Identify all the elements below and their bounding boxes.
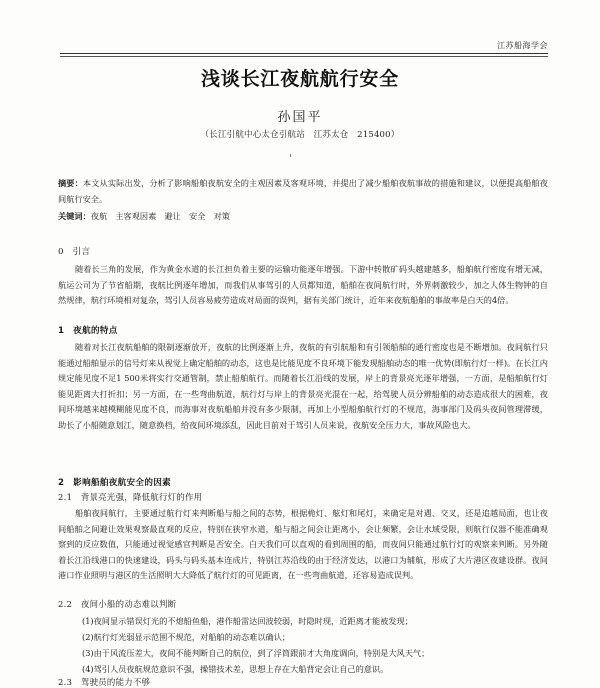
section-0-body xyxy=(58,262,548,309)
journal-name: 江苏船海学会 xyxy=(497,41,548,50)
article-author: 孙国平 xyxy=(277,110,323,125)
section-2-2-list xyxy=(82,613,548,677)
section-2-3-heading: 2.3 驾驶员的能力不够 xyxy=(58,677,151,687)
keywords xyxy=(58,209,548,225)
section-2-heading: 2 影响船舶夜航安全的因素 xyxy=(58,478,172,488)
list-item: (2)航行灯光弱显示范围不规范，对船舶的动态难以确认； xyxy=(82,632,291,642)
list-item: (1)夜间显示错误灯光的不熄船鱼船，港作船雷达回波较弱，时隐时现，近距离才能被发现； xyxy=(82,616,413,626)
section-1-heading: 1 夜航的特点 xyxy=(58,326,118,336)
keywords-text: 夜航 主客观因素 避让 安全 对策 xyxy=(90,211,230,221)
section-2-1-heading: 2.1 背景亮光强，降低航行灯的作用 xyxy=(58,492,203,502)
abstract-label: 摘要： xyxy=(58,178,83,188)
print-speck xyxy=(290,154,291,157)
author-affiliation: （长江引航中心太仓引航站 江苏太仓 215400） xyxy=(200,130,400,140)
abstract-text: 本文从实际出发，分析了影响船舶夜航安全的主观因素及客观环境，并提出了减少船舶夜航事故的措施和建议，以便提高船舶夜间航行安全。 xyxy=(58,178,548,204)
section-2-1-body xyxy=(58,506,548,584)
section-2-1-text: 船舶夜间航行，主要通过航行灯来判断船与船之间的态势，根据桅灯、舷灯和尾灯，来确定是对遇、交叉，还是追越局面，也让夜间船舶之间避让效果观察最直观的反应，特别在狭窄水道，船与船之间会让距离小，会让频繁，会让水域受限，则航行仪器不能准确观察到的反应数值，只能通过视觉感官判断是否安全。白天我们可以直观的看到周围的船，而夜间只能通过航行灯的观察来判断。另外随着长江沿线港口的快速建设，码头与码头基本连成片，特别江苏沿线的由于经济发达，以港口为辅航，形成了大片港区夜建设群。夜间港口作业照明与港区的生活照明大大降低了航行灯的可见距离，在一些弯曲航道，还容易造成误判。 xyxy=(58,508,548,580)
section-0-heading: 0 引言 xyxy=(58,247,91,257)
header-rule-thin xyxy=(60,56,548,57)
header-rule xyxy=(60,53,548,54)
abstract xyxy=(58,176,548,207)
section-0-text: 随着长三角的发展，作为黄金水道的长江担负着主要的运输功能逐年增强。下游中转散矿码头越建越多，船舶航行密度有增无减，航运公司为了节省船期，夜航比例逐年增加，而我们从事驾引的人员都知道，船舶在夜间航行时，外界刺激较少，加之人体生物钟的自然规律，航行环境相对复杂，驾引人员容易疲劳造成对局面的误判，据有关部门统计，近年来夜航船舶的事故率是白天的4倍。 xyxy=(58,264,548,305)
list-item: (3)由于风流压差大，夜间不能判断自己的航位，到了浮筒跟前才大角度调向，特别是大风天气； xyxy=(82,648,430,658)
section-2-2-heading: 2.2 夜间小船的动态难以判断 xyxy=(58,599,177,609)
list-item: (4)驾引人员夜航规范意识不强，操错技术差，思想上存在大船背定会让自己的意识。 xyxy=(82,664,389,674)
keywords-label: 关键词： xyxy=(58,211,91,221)
section-1-text: 随着对长江夜航船舶的限制逐渐放开，夜航的比例逐渐上升，夜航的有引航船和有引领船舶的通行密度也是不断增加。夜间航行只能通过船舶显示的信号灯来从视觉上确定船舶的动态，这也是比能见度不良环境下能发现船舶动态的唯一优势(即航行灯一样)。在长江内规定能见度不足1 500米将实行交通管制，禁止船舶航行。而随着长江沿线的发展，岸上的背景亮光逐年增强，一方面，是船舶航行灯能见距离大打折扣；另一方面，在一些弯曲航道，航行灯与岸上的背景亮光混在一起，给驾驶人员分辨船舶的动态造成很大的困难，夜间环境越来越模糊能见度不良，而海事对夜航船舶并没有多少限制，再加上小型船舶航行灯的不规范，海事部门及码头夜间管理滞缓，助长了小船随意划江，随意换档，给夜间环境添乱，因此目前对于驾引人员来说，夜航安全压力大，事故风险也大。 xyxy=(58,342,548,430)
section-1-body xyxy=(58,340,548,433)
article-title: 浅谈长江夜航航行安全 xyxy=(200,68,399,90)
